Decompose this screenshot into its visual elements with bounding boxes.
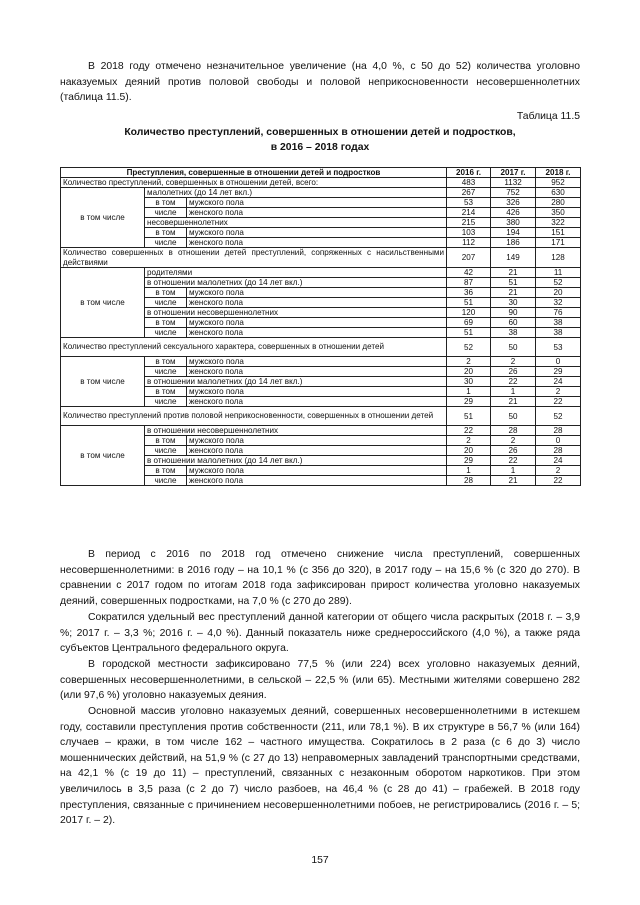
table-row: [61, 407, 581, 426]
value-2018: 24: [536, 377, 581, 387]
value-2018: 32: [536, 298, 581, 308]
value-2017: 21: [491, 397, 536, 407]
row-label: женского пола: [187, 298, 447, 308]
table-row: [61, 188, 581, 198]
value-2018: 11: [536, 268, 581, 278]
header-2017: 2017 г.: [491, 168, 536, 178]
table-row: [61, 248, 581, 268]
value-2017: 21: [491, 476, 536, 486]
value-2018: 76: [536, 308, 581, 318]
value-2018: 2: [536, 387, 581, 397]
value-2017: 2: [491, 357, 536, 367]
row-label: Количество преступлений против половой неприкосновенности, совершенных в отношении детей: [61, 407, 447, 426]
v-tom-label: в том: [145, 318, 187, 328]
row-label: мужского пола: [187, 318, 447, 328]
row-label: Количество преступлений, совершенных в отношении детей, всего:: [61, 178, 447, 188]
value-2018: 171: [536, 238, 581, 248]
value-2018: 22: [536, 397, 581, 407]
row-label: родителями: [145, 268, 447, 278]
value-2017: 1: [491, 466, 536, 476]
body-paragraph: В городской местности зафиксировано 77,5 % (или 224) всех уголовно наказуемых деяний, совершенных несовершеннолетними, в сельской – 22,5 % (или 65). Местными жителями совершено 282 (или 97,6 %) уголовно наказуемых деяния.: [60, 659, 580, 702]
table-header-row: [61, 168, 581, 178]
row-label: в отношении малолетних (до 14 лет вкл.): [145, 456, 447, 466]
value-2018: 38: [536, 328, 581, 338]
in-that-number-label: в том числе: [61, 357, 145, 407]
value-2016: 51: [447, 298, 491, 308]
body-paragraph: Сократился удельный вес преступлений данной категории от общего числа раскрытых (2018 г. – 3,9 %; 2017 г. – 3,3 %; 2016 г. – 4,0 %). Данный показатель ниже среднероссийского (4,0 %), а также ряда субъектов Центрального федерального округа.: [60, 612, 580, 655]
row-label: мужского пола: [187, 436, 447, 446]
row-label: Количество совершенных в отношении детей преступлений, сопряженных с насильственными действиями: [61, 248, 447, 268]
value-2016: 87: [447, 278, 491, 288]
value-2016: 29: [447, 456, 491, 466]
value-2017: 30: [491, 298, 536, 308]
value-2018: 29: [536, 367, 581, 377]
value-2017: 28: [491, 426, 536, 436]
value-2018: 52: [536, 407, 581, 426]
row-label: несовершеннолетних: [145, 218, 447, 228]
value-2016: 2: [447, 436, 491, 446]
chisle-label: числе: [145, 208, 187, 218]
row-label: женского пола: [187, 328, 447, 338]
value-2017: 38: [491, 328, 536, 338]
value-2017: 60: [491, 318, 536, 328]
table-row: [61, 357, 581, 367]
row-label: женского пола: [187, 397, 447, 407]
value-2018: 350: [536, 208, 581, 218]
value-2018: 0: [536, 436, 581, 446]
chisle-label: числе: [145, 298, 187, 308]
header-2016: 2016 г.: [447, 168, 491, 178]
value-2018: 28: [536, 426, 581, 436]
header-crimes: Преступления, совершенные в отношении детей и подростков: [61, 168, 447, 178]
row-label: малолетних (до 14 лет вкл.): [145, 188, 447, 198]
value-2017: 51: [491, 278, 536, 288]
chisle-label: числе: [145, 476, 187, 486]
row-label: женского пола: [187, 446, 447, 456]
value-2017: 194: [491, 228, 536, 238]
value-2017: 752: [491, 188, 536, 198]
value-2016: 51: [447, 407, 491, 426]
value-2018: 52: [536, 278, 581, 288]
value-2016: 215: [447, 218, 491, 228]
table-row: [61, 338, 581, 357]
value-2017: 1: [491, 387, 536, 397]
table-row: [61, 268, 581, 278]
value-2016: 22: [447, 426, 491, 436]
value-2018: 28: [536, 446, 581, 456]
value-2017: 22: [491, 377, 536, 387]
value-2017: 50: [491, 338, 536, 357]
value-2016: 267: [447, 188, 491, 198]
value-2016: 51: [447, 328, 491, 338]
value-2016: 2: [447, 357, 491, 367]
chisle-label: числе: [145, 328, 187, 338]
chisle-label: числе: [145, 367, 187, 377]
value-2018: 53: [536, 338, 581, 357]
table-title: [60, 126, 580, 155]
row-label: Количество преступлений сексуального характера, совершенных в отношении детей: [61, 338, 447, 357]
table-title-line1: Количество преступлений, совершенных в отношении детей и подростков,: [124, 127, 516, 138]
row-label: женского пола: [187, 238, 447, 248]
crimes-table: [60, 167, 581, 486]
value-2016: 207: [447, 248, 491, 268]
value-2016: 42: [447, 268, 491, 278]
table-title-line2: в 2016 – 2018 годах: [270, 141, 370, 153]
value-2017: 90: [491, 308, 536, 318]
value-2016: 36: [447, 288, 491, 298]
table-row: [61, 178, 581, 188]
value-2016: 20: [447, 446, 491, 456]
v-tom-label: в том: [145, 198, 187, 208]
v-tom-label: в том: [145, 387, 187, 397]
table-label: Таблица 11.5: [516, 111, 580, 122]
header-2018: 2018 г.: [536, 168, 581, 178]
row-label: в отношении несовершеннолетних: [145, 308, 447, 318]
value-2016: 214: [447, 208, 491, 218]
row-label: женского пола: [187, 367, 447, 377]
row-label: в отношении несовершеннолетних: [145, 426, 447, 436]
row-label: в отношении малолетних (до 14 лет вкл.): [145, 377, 447, 387]
value-2018: 38: [536, 318, 581, 328]
value-2016: 69: [447, 318, 491, 328]
row-label: мужского пола: [187, 288, 447, 298]
value-2018: 952: [536, 178, 581, 188]
value-2016: 103: [447, 228, 491, 238]
value-2017: 26: [491, 446, 536, 456]
value-2017: 426: [491, 208, 536, 218]
value-2018: 630: [536, 188, 581, 198]
value-2018: 2: [536, 466, 581, 476]
value-2016: 1: [447, 387, 491, 397]
value-2017: 380: [491, 218, 536, 228]
v-tom-label: в том: [145, 466, 187, 476]
value-2016: 53: [447, 198, 491, 208]
table-row: [61, 426, 581, 436]
value-2018: 280: [536, 198, 581, 208]
value-2016: 483: [447, 178, 491, 188]
in-that-number-label: в том числе: [61, 426, 145, 486]
v-tom-label: в том: [145, 228, 187, 238]
value-2018: 322: [536, 218, 581, 228]
value-2017: 1132: [491, 178, 536, 188]
value-2018: 0: [536, 357, 581, 367]
value-2017: 22: [491, 456, 536, 466]
body-paragraph: В период с 2016 по 2018 год отмечено снижение числа преступлений, совершенных несовершеннолетними: в 2016 году – на 10,1 % (с 356 до 320), в 2017 году – на 15,6 % (с 320 до 270). В сравнении с 2017 годом по итогам 2018 года зафиксирован прирост количества уголовно наказуемых деяний, совершенных подростками, на 7,0 % (с 270 до 289).: [60, 549, 580, 607]
row-label: мужского пола: [187, 198, 447, 208]
row-label: мужского пола: [187, 357, 447, 367]
body-paragraph: Основной массив уголовно наказуемых деяний, совершенных несовершеннолетними в истекшем году, составили преступления против собственности (211, или 78,1 %). В их структуре в 56,7 % (или 164) случаев – кражи, в том числе 162 – частного имущества. Сократилось в 2 раза (с 6 до 3) число мошеннических действий, на 51,9 % (с 27 до 13) неправомерных завладений транспортными средствами, на 42,1 % (с 19 до 11) – преступлений, связанных с незаконным оборотом наркотиков. При этом увеличилось в 3,5 раза (с 2 до 7) число разбоев, на 46,4 % (с 28 до 41) – грабежей. В 2018 году преступления, связанные с причинением несовершеннолетними побоев, не регистрировались (2016 г. – 5; 2017 г. – 2).: [60, 706, 580, 827]
value-2018: 20: [536, 288, 581, 298]
value-2017: 149: [491, 248, 536, 268]
row-label: мужского пола: [187, 466, 447, 476]
value-2017: 21: [491, 268, 536, 278]
value-2016: 30: [447, 377, 491, 387]
value-2018: 151: [536, 228, 581, 238]
value-2016: 120: [447, 308, 491, 318]
value-2016: 112: [447, 238, 491, 248]
v-tom-label: в том: [145, 436, 187, 446]
in-that-number-label: в том числе: [61, 188, 145, 248]
row-label: женского пола: [187, 208, 447, 218]
value-2017: 50: [491, 407, 536, 426]
value-2016: 29: [447, 397, 491, 407]
v-tom-label: в том: [145, 357, 187, 367]
value-2016: 20: [447, 367, 491, 377]
value-2018: 22: [536, 476, 581, 486]
value-2016: 1: [447, 466, 491, 476]
row-label: в отношении малолетних (до 14 лет вкл.): [145, 278, 447, 288]
chisle-label: числе: [145, 238, 187, 248]
value-2017: 326: [491, 198, 536, 208]
value-2017: 2: [491, 436, 536, 446]
value-2018: 24: [536, 456, 581, 466]
value-2018: 128: [536, 248, 581, 268]
row-label: мужского пола: [187, 228, 447, 238]
row-label: мужского пола: [187, 387, 447, 397]
intro-paragraph: В 2018 году отмечено незначительное увеличение (на 4,0 %, с 50 до 52) количества уголовно наказуемых деяний против половой свободы и половой неприкосновенности несовершеннолетних (таблица 11.5).: [60, 61, 580, 104]
v-tom-label: в том: [145, 288, 187, 298]
value-2017: 186: [491, 238, 536, 248]
value-2017: 21: [491, 288, 536, 298]
row-label: женского пола: [187, 476, 447, 486]
value-2016: 52: [447, 338, 491, 357]
in-that-number-label: в том числе: [61, 268, 145, 338]
page-number: 157: [311, 855, 329, 866]
chisle-label: числе: [145, 397, 187, 407]
chisle-label: числе: [145, 446, 187, 456]
value-2017: 26: [491, 367, 536, 377]
value-2016: 28: [447, 476, 491, 486]
